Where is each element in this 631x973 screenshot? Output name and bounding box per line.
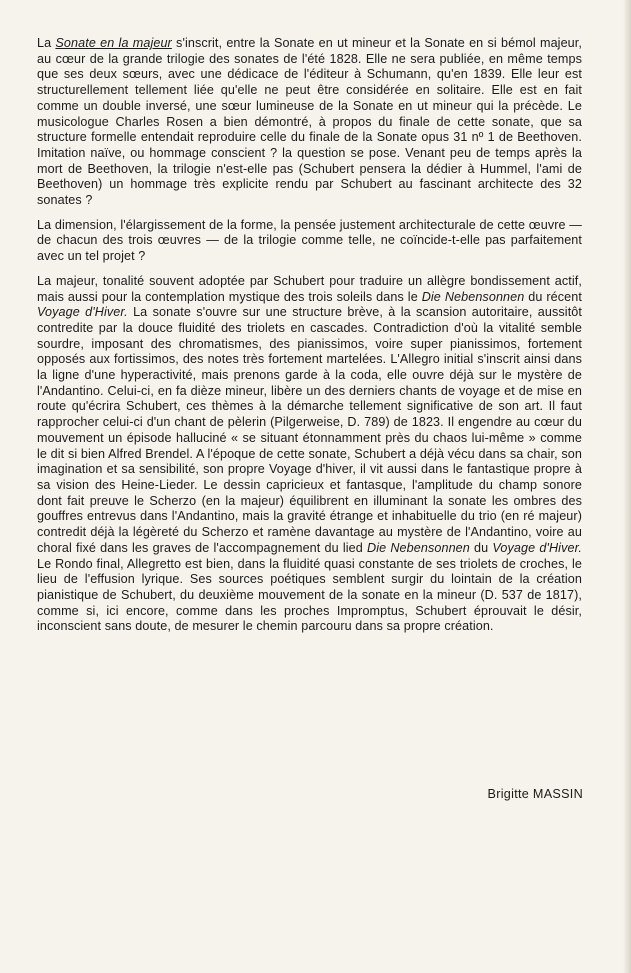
text-run: s'inscrit, entre la Sonate en ut mineur et la Sonate en si bémol majeur, au cœur de la grande trilogie des sonates de l'été 1828. Elle ne sera publiée, en même temps que ses deux sœurs, avec une dédicace de l'éditeur à Schumann, qu'en 1839. Elle leur est structurellement tellement liée qu'elle ne peut être considérée en solitaire. Elle est en fait comme un double inversé, une sœur lumineuse de la Sonate en ut mineur qui la précède. Le musicologue Charles Rosen a bien démontré, à propos du finale de cette sonate, que sa structure formelle entendait reproduire celle du finale de la Sonate opus 31 nº 1 de Beethoven. Imitation naïve, ou hommage conscient ? la question se pose. Venant peu de temps après la mort de Beethoven, la trilogie n'est-elle pas (Schubert pensera la dédier à Hummel, l'ami de Beethoven) un hommage très explicite rendu par Schubert au fascinant architecte des 32 sonates ? — [37, 36, 582, 208]
text-run: Le Rondo final, Allegretto est bien, dans la fluidité quasi constante de ses triolets de croches, le lieu de l'effusion lyrique. Ses sources poétiques semblent surgir du lointain de la création pianistique de Schubert, du deuxième mouvement de la sonate en la mineur (D. 537 de 1817), comme si, ici encore, comme dans les proches Impromptus, Schubert éprouvait le désir, inconscient sans doute, de mesurer le chemin parcouru dans sa propre création. — [37, 556, 582, 634]
italic-title: Die Nebensonnen — [367, 540, 470, 555]
text-run: du — [469, 540, 493, 555]
italic-title: Die Nebensonnen — [421, 289, 525, 304]
paragraph — [37, 274, 582, 635]
text-run: La majeur, tonalité souvent adoptée par Schubert pour traduire un allègre bondissement actif, mais aussi pour la contemplation mystique des trois soleils dans le — [37, 273, 582, 304]
text-run: La — [37, 36, 56, 50]
author-signature: Brigitte MASSIN — [487, 787, 583, 801]
text-run: La dimension, l'élargissement de la forme, la pensée justement architecturale de cette œuvre — de chacun des trois œuvres — de la trilogie comme telle, ne coïncide-t-elle pas parfaitement avec un tel projet ? — [37, 217, 582, 264]
text-run: du récent — [524, 289, 582, 304]
paragraph — [37, 36, 582, 209]
italic-title: Voyage d'Hiver. — [492, 540, 583, 555]
paragraph — [37, 218, 582, 265]
page-edge-shadow — [623, 0, 631, 973]
essay-body — [37, 36, 582, 644]
text-run: La sonate s'ouvre sur une structure brève, à la scansion autoritaire, aussitôt contredite par la douce fluidité des triolets en cascades. Contradiction d'où la vitalité semble sourdre, imposant des chromatismes, des pianissimos, voire super pianissimos, fortement opposés aux fortissimos, des notes très fortement martelées. L'Allegro initial s'inscrit ainsi dans la ligne d'une hyperactivité, mais prenons garde à la coda, elle ouvre déjà sur le mystère de l'Andantino. Celui-ci, en fa dièze mineur, libère un des derniers chants de voyage et de mise en route qu'écrira Schubert, ces thèmes à la démarche tellement significative de son art. Il faut rapprocher celui-ci d'un chant de pèlerin (Pilgerweise, D. 789) de 1823. Il engendre au cœur du mouvement un épisode halluciné « se situant étonnamment près du chaos lui-même » comme le dit si bien Alfred Brendel. A l'époque de cette sonate, Schubert a déjà vécu dans sa chair, son imagination et sa sensibilité, son propre Voyage d'hiver, il vit aussi dans le fantastique propre à sa vision des Heine-Lieder. Le dessin capricieux et fantasque, l'amplitude du champ sonore dont fait preuve le Scherzo (en la majeur) équilibrent en illuminant la sonate les ombres des gouffres entrevus dans l'Andantino, mais la gravité étrange et inhabituelle du trio (en ré majeur) contredit déjà la légèreté du Scherzo et ramène davantage au mystère de l'Andantino, voire au choral fixé dans les graves de l'accompagnement du lied — [37, 305, 582, 555]
italic-title: Voyage d'Hiver. — [37, 305, 128, 320]
underlined-title: Sonate en la majeur — [55, 36, 172, 50]
